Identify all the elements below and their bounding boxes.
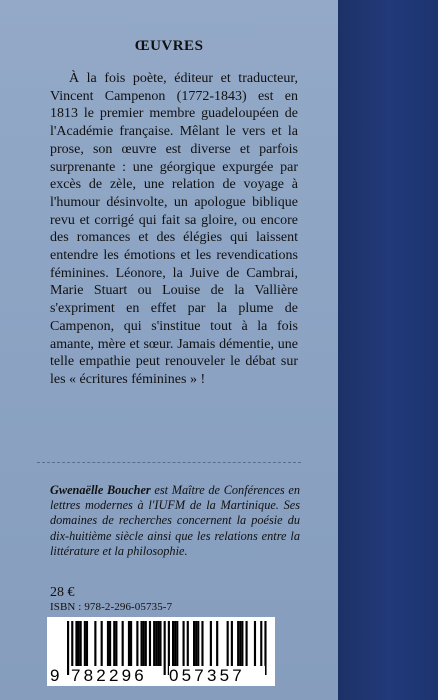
barcode-bar — [193, 621, 195, 667]
barcode-bar — [159, 621, 161, 667]
author-name: Gwenaëlle Boucher — [50, 483, 151, 497]
barcode-bar — [254, 621, 256, 667]
barcode-bar — [145, 621, 147, 667]
barcode-bar — [122, 621, 124, 667]
barcode-digits — [47, 663, 275, 685]
barcode-bar — [201, 621, 203, 667]
price-label: 28 € — [50, 585, 75, 600]
barcode-bar — [237, 621, 239, 667]
barcode-bar — [210, 621, 212, 667]
book-title: ŒUVRES — [134, 38, 204, 54]
barcode-bar — [141, 621, 143, 667]
barcode-bar — [78, 621, 80, 667]
barcode-bar — [149, 621, 151, 667]
barcode-first-digit: 9 — [50, 666, 60, 685]
barcode-bar — [183, 621, 185, 667]
barcode-bar — [84, 621, 86, 667]
author-bio-text: est Maître de Conférences en lettres modernes à l'IUFM de la Martinique. Ses domaines de recherches concernent la poésie du dix-huitième siècle ainsi que les relations entre la littérature et la philosophie. — [50, 483, 300, 558]
barcode-bar — [80, 621, 82, 667]
barcode-bar — [130, 621, 132, 667]
cover-blurb: À la fois poète, éditeur et traducteur, Vincent Campenon (1772-1843) est en 1813 le premier membre guadeloupéen de l'Académie française. Mêlant le vers et la prose, son œuvre est diverse et parfois surprenante : une géorgique expurgée par excès de zèle, une relation de voyage à l'humour désinvolte, un apologue biblique revu et corrigé qui fait sa gloire, ou encore des romances et des élégies qui laissent entendre les émotions et les revendications féminines. Léonore, la Juive de Cambrai, Marie Stuart ou Louise de la Vallière s'expriment en effet par la plume de Campenon, qui s'institue tout à la fois amante, mère et sœur. Jamais démentie, une telle empathie peut renouveler le débat sur les « écritures féminines » ! — [50, 71, 298, 387]
barcode-right-digits: 057357 — [169, 666, 265, 686]
barcode-bar — [174, 621, 176, 667]
barcode-bar — [155, 621, 157, 667]
barcode-bar — [187, 621, 189, 667]
barcode-bar — [94, 621, 96, 667]
barcode-bar — [143, 621, 145, 667]
barcode-bar — [153, 621, 155, 667]
barcode-bar — [239, 621, 241, 667]
barcode-bar — [157, 621, 159, 667]
barcode-bar — [197, 621, 199, 667]
barcode-bar — [75, 621, 77, 667]
barcode-bar — [128, 621, 130, 667]
barcode-bar — [216, 621, 218, 667]
barcode-bar — [231, 621, 233, 667]
barcode-bar — [113, 621, 115, 667]
barcode-bar — [172, 621, 174, 667]
author-bio — [50, 483, 300, 559]
barcode-bar — [107, 621, 109, 667]
barcode-left-digits: 782296 — [71, 666, 163, 686]
section-divider — [37, 462, 301, 463]
barcode-bar — [101, 621, 103, 667]
barcode — [47, 617, 275, 686]
barcode-bar — [176, 621, 178, 667]
barcode-bar — [246, 621, 248, 667]
book-spine — [338, 0, 438, 700]
barcode-bar — [227, 621, 229, 667]
barcode-bar — [86, 621, 88, 667]
barcode-bar — [241, 621, 243, 667]
barcode-bar — [136, 621, 138, 667]
barcode-bar — [109, 621, 111, 667]
isbn-label: ISBN : 978-2-296-05735-7 — [50, 601, 173, 613]
barcode-bar — [115, 621, 117, 667]
barcode-bar — [195, 621, 197, 667]
